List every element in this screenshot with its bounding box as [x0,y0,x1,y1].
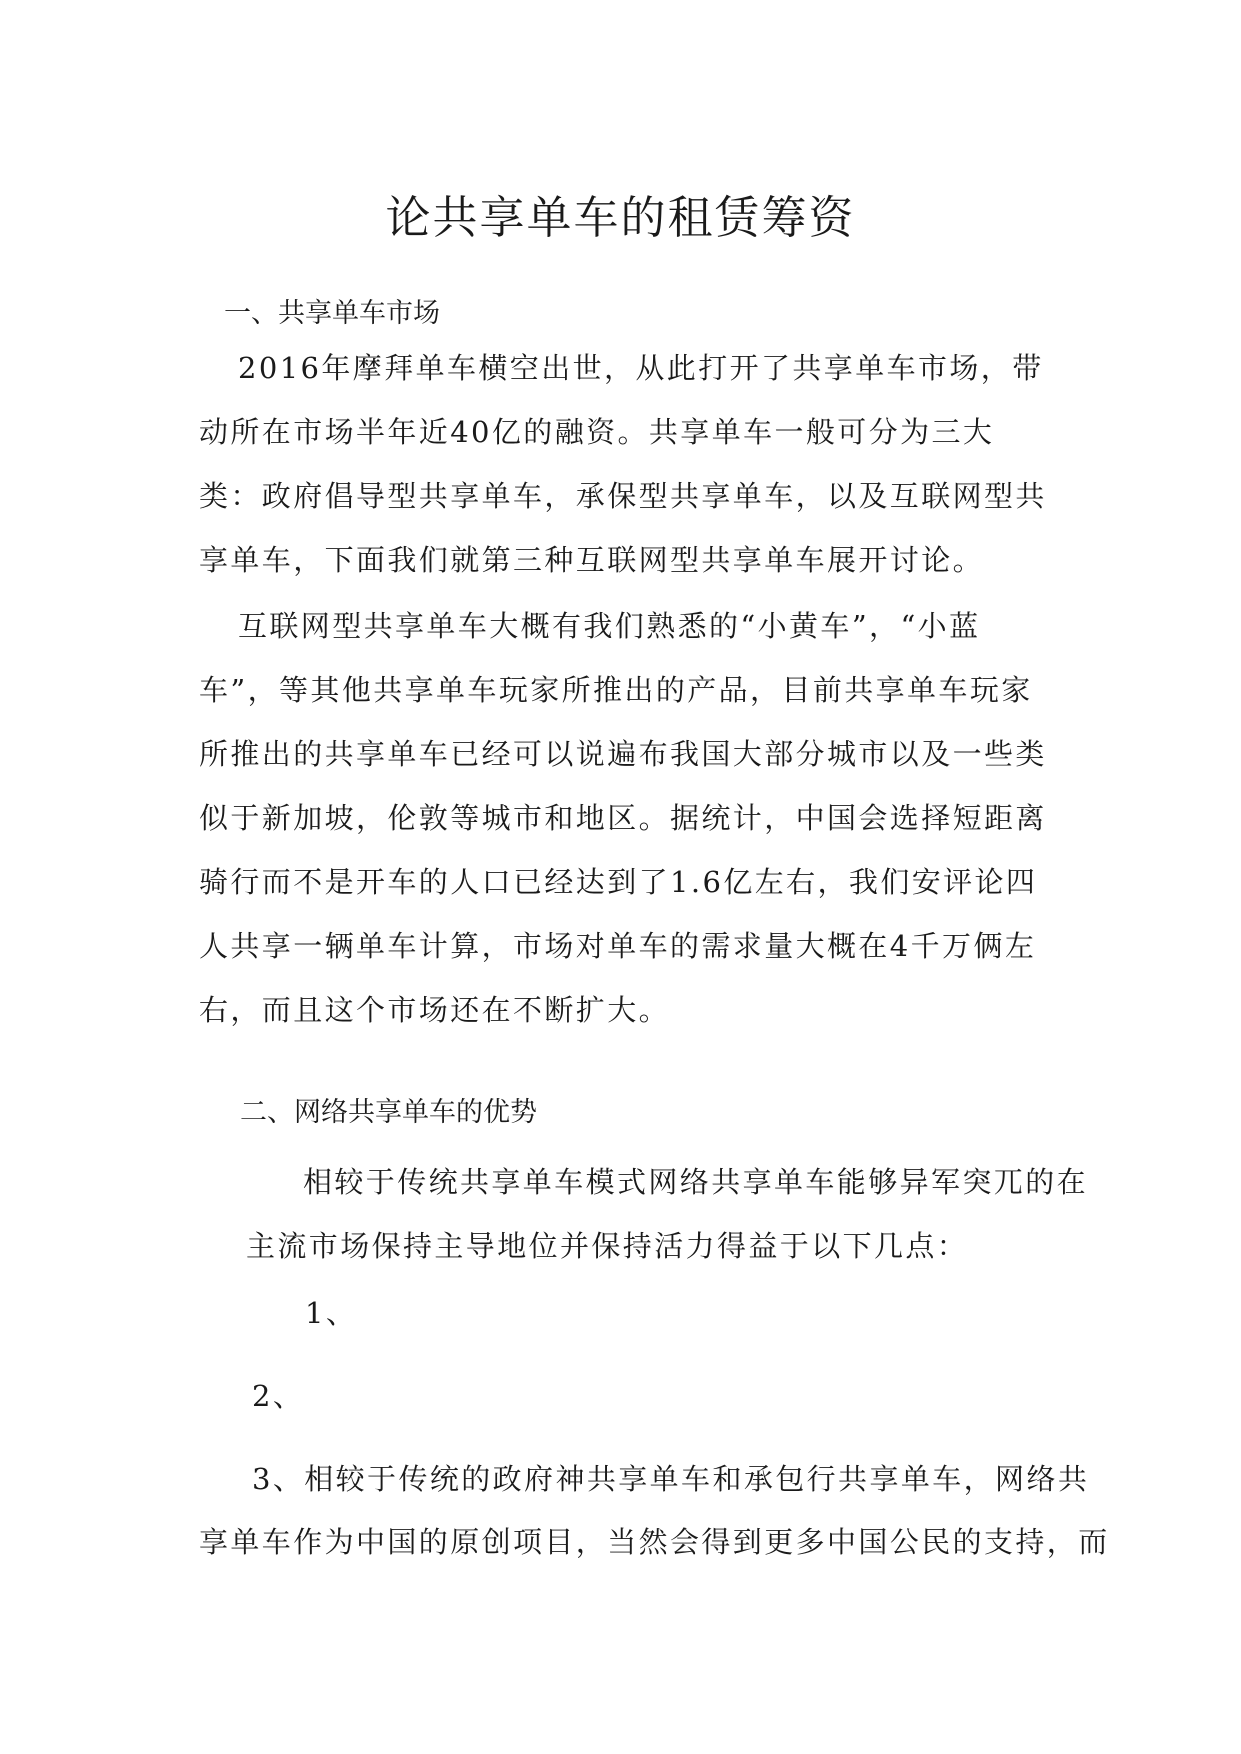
paragraph-internet-bikes: 互联网型共享单车大概有我们熟悉的“小黄车”，“小蓝车”，等其他共享单车玩家所推出的产品，目前共享单车玩家所推出的共享单车已经可以说遍布我国大部分城市以及一些类似于新加坡，伦敦等城市和地区。据统计，中国会选择短距离骑行而不是开车的人口已经达到了1.6亿左右，我们安评论四人共享一辆单车计算，市场对单车的需求量大概在4千万俩左右，而且这个市场还在不断扩大。 [199,609,1047,1027]
document-title: 论共享单车的租赁筹资 [385,191,856,244]
advantage-item-3-line-2: 享单车作为中国的原创项目，当然会得到更多中国公民的支持，而 [199,1525,1110,1559]
section-heading-advantages: 二、网络共享单车的优势 [240,1097,537,1128]
advantages-intro-line-1: 相较于传统共享单车模式网络共享单车能够异军突兀的在 [303,1165,1089,1199]
advantage-item-3-line-1: 3、相较于传统的政府神共享单车和承包行共享单车，网络共 [252,1462,1090,1496]
advantage-item-2: 2、 [252,1379,305,1413]
advantage-item-1: 1、 [305,1296,358,1330]
advantages-intro-line-2: 主流市场保持主导地位并保持活力得益于以下几点： [246,1229,969,1263]
section-heading-market: 一、共享单车市场 [224,298,440,329]
paragraph-intro: 2016年摩拜单车横空出世，从此打开了共享单车市场，带动所在市场半年近40亿的融资。共享单车一般可分为三大类：政府倡导型共享单车，承保型共享单车，以及互联网型共享单车，下面我们就第三种互联网型共享单车展开讨论。 [199,351,1047,577]
